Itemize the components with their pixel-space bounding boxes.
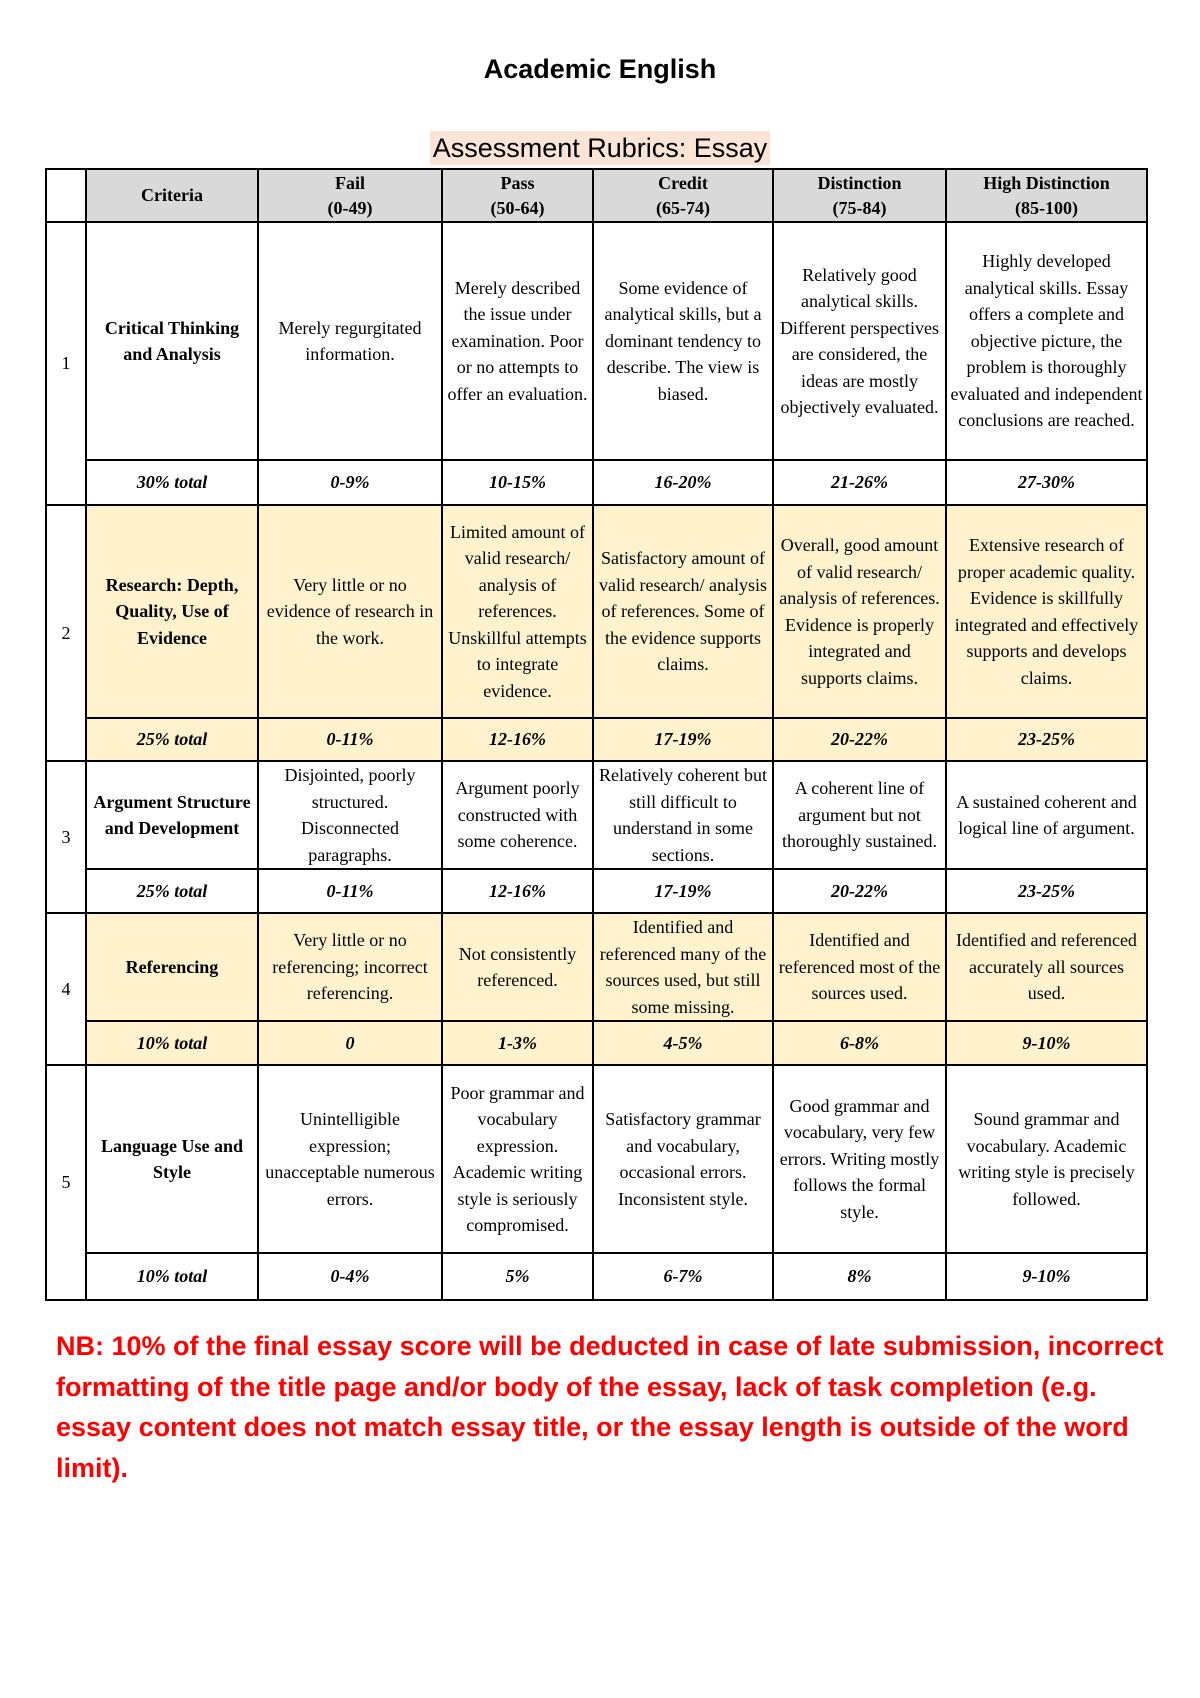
score-row-4 [46,1021,1147,1065]
score-pass: 5% [442,1253,593,1300]
descriptor-pass: Not consistently referenced. [442,913,593,1021]
descriptor-pass: Poor grammar and vocabulary expression. Academic writing style is seriously compromised. [442,1065,593,1253]
score-distinction: 21-26% [773,460,946,505]
descriptor-pass: Merely described the issue under examination. Poor or no attempts to offer an evaluation. [442,222,593,460]
rubric-table [45,168,1148,1301]
score-pass: 1-3% [442,1021,593,1065]
score-distinction: 20-22% [773,718,946,761]
criterion-name: Research: Depth, Quality, Use of Evidence [86,505,258,718]
grade-range: (85-100) [1015,197,1078,218]
criterion-name: Referencing [86,913,258,1021]
header-fail [258,169,442,222]
descriptor-credit: Some evidence of analytical skills, but a dominant tendency to describe. The view is biased. [593,222,773,460]
descriptor-fail: Unintelligible expression; unacceptable numerous errors. [258,1065,442,1253]
criterion-row-5 [46,1065,1147,1253]
weight-total: 30% total [86,460,258,505]
score-row-1 [46,460,1147,505]
grade-name: Fail [335,172,365,193]
score-credit: 6-7% [593,1253,773,1300]
row-number: 3 [46,761,86,913]
weight-total: 10% total [86,1253,258,1300]
grade-name: Pass [500,172,535,193]
criterion-name: Argument Structure and Development [86,761,258,869]
descriptor-credit: Relatively coherent but still difficult to understand in some sections. [593,761,773,869]
score-row-2 [46,718,1147,761]
grade-range: (75-84) [832,197,887,218]
descriptor-high-distinction: Extensive research of proper academic quality. Evidence is skillfully integrated and effectively supports and develops claims. [946,505,1147,718]
criterion-row-4 [46,913,1147,1021]
score-high-distinction: 23-25% [946,718,1147,761]
criterion-row-3 [46,761,1147,869]
header-pass [442,169,593,222]
score-credit: 17-19% [593,718,773,761]
score-high-distinction: 23-25% [946,869,1147,913]
score-fail: 0 [258,1021,442,1065]
grade-name: High Distinction [983,172,1110,193]
score-fail: 0-11% [258,718,442,761]
page-title: Academic English [483,54,717,84]
score-row-3 [46,869,1147,913]
descriptor-credit: Satisfactory grammar and vocabulary, occasional errors. Inconsistent style. [593,1065,773,1253]
rubric-subtitle: Assessment Rubrics: Essay [430,131,771,165]
criterion-name: Language Use and Style [86,1065,258,1253]
header-blank-cell [46,169,86,222]
score-credit: 17-19% [593,869,773,913]
score-credit: 4-5% [593,1021,773,1065]
header-high-distinction [946,169,1147,222]
header-distinction [773,169,946,222]
header-row [46,169,1147,222]
score-fail: 0-9% [258,460,442,505]
grade-range: (50-64) [490,197,545,218]
grade-range: (65-74) [656,197,710,218]
descriptor-distinction: Identified and referenced most of the sources used. [773,913,946,1021]
header-credit [593,169,773,222]
weight-total: 25% total [86,869,258,913]
grade-name: Distinction [817,172,902,193]
grade-range: (0-49) [327,197,373,218]
score-distinction: 8% [773,1253,946,1300]
descriptor-high-distinction: Highly developed analytical skills. Essay offers a complete and objective picture, the problem is thoroughly evaluated and independent conclusions are reached. [946,222,1147,460]
row-number: 5 [46,1065,86,1300]
descriptor-credit: Satisfactory amount of valid research/ analysis of references. Some of the evidence supports claims. [593,505,773,718]
criterion-name: Critical Thinking and Analysis [86,222,258,460]
score-high-distinction: 9-10% [946,1021,1147,1065]
descriptor-high-distinction: Sound grammar and vocabulary. Academic writing style is precisely followed. [946,1065,1147,1253]
weight-total: 10% total [86,1021,258,1065]
descriptor-fail: Disjointed, poorly structured. Disconnected paragraphs. [258,761,442,869]
score-high-distinction: 9-10% [946,1253,1147,1300]
weight-total: 25% total [86,718,258,761]
score-distinction: 6-8% [773,1021,946,1065]
score-pass: 12-16% [442,718,593,761]
score-credit: 16-20% [593,460,773,505]
descriptor-distinction: Relatively good analytical skills. Different perspectives are considered, the ideas are mostly objectively evaluated. [773,222,946,460]
score-fail: 0-4% [258,1253,442,1300]
descriptor-distinction: Good grammar and vocabulary, very few errors. Writing mostly follows the formal style. [773,1065,946,1253]
descriptor-distinction: Overall, good amount of valid research/ analysis of references. Evidence is properly integrated and supports claims. [773,505,946,718]
score-distinction: 20-22% [773,869,946,913]
row-number: 1 [46,222,86,505]
descriptor-fail: Very little or no referencing; incorrect referencing. [258,913,442,1021]
descriptor-high-distinction: A sustained coherent and logical line of argument. [946,761,1147,869]
criterion-row-1 [46,222,1147,460]
descriptor-distinction: A coherent line of argument but not thoroughly sustained. [773,761,946,869]
subtitle-wrap [0,131,1200,165]
score-row-5 [46,1253,1147,1300]
criterion-row-2 [46,505,1147,718]
score-pass: 10-15% [442,460,593,505]
score-pass: 12-16% [442,869,593,913]
score-fail: 0-11% [258,869,442,913]
descriptor-high-distinction: Identified and referenced accurately all sources used. [946,913,1147,1021]
late-submission-note: NB: 10% of the final essay score will be deducted in case of late submission, incorrect formatting of the title page and/or body of the essay, lack of task completion (e.g. essay content does not match essay title, or the essay length is outside of the word limit). [56,1331,1164,1483]
row-number: 2 [46,505,86,761]
descriptor-fail: Merely regurgitated information. [258,222,442,460]
header-criteria: Criteria [86,169,258,222]
descriptor-fail: Very little or no evidence of research in the work. [258,505,442,718]
descriptor-pass: Limited amount of valid research/ analysis of references. Unskillful attempts to integrate evidence. [442,505,593,718]
row-number: 4 [46,913,86,1065]
descriptor-credit: Identified and referenced many of the sources used, but still some missing. [593,913,773,1021]
grade-name: Credit [658,172,708,193]
descriptor-pass: Argument poorly constructed with some coherence. [442,761,593,869]
score-high-distinction: 27-30% [946,460,1147,505]
